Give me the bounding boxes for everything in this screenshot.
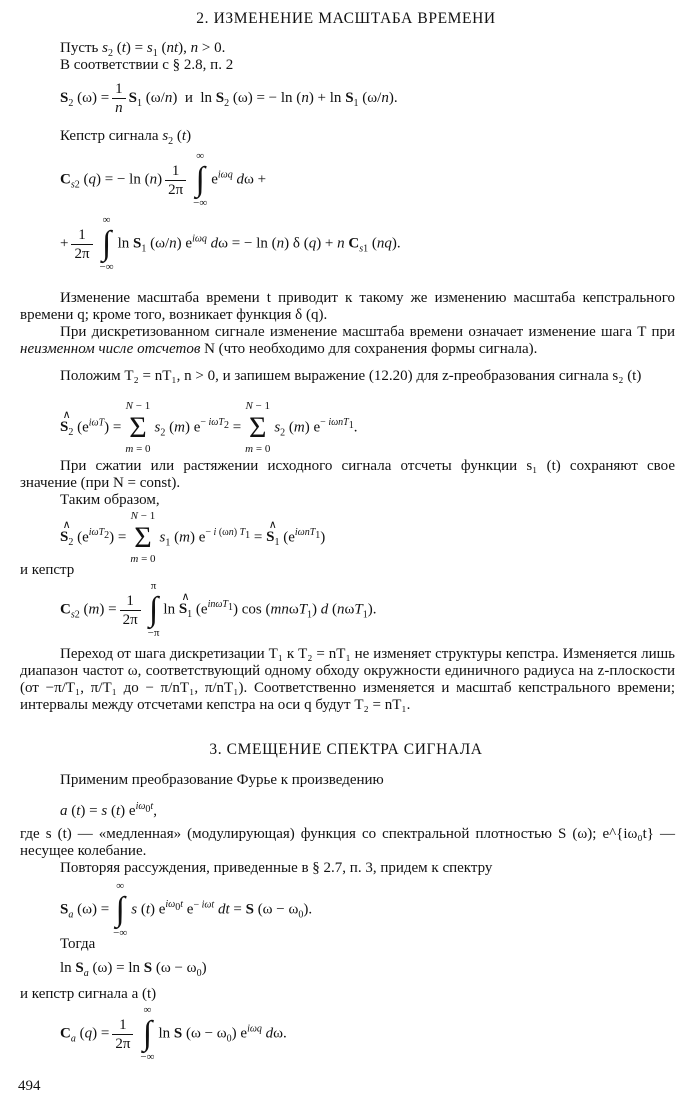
paragraph-where: где s (t) — «медленная» (модулирующая) функция со спектральной плотностью S (ω); e^{iω₀t} — несущее колебание. <box>20 826 675 859</box>
paragraph-compression: При сжатии или растяжении исходного сигнала отсчеты функции s₁ (t) сохраняют свое значение (при N = const). <box>20 458 675 491</box>
paragraph-accordance: В соответствии с § 2.8, п. 2 <box>60 57 234 73</box>
paragraph-sampling-step: Переход от шага дискретизации T₁ к T₂ = nT₁ не изменяет структуры кепстра. Изменяется лишь диапазон частот ω, соответствующий одному обходу окружности единичного радиуса на z-плоскости (от −π/T₁, π/T₁ до − π/nT₁, π/nT₁). Соответственно изменяется и масштаб кепстрального времени; интервалы между отсчетами кепстра на оси q будут T₂ = nT₁. <box>20 646 675 713</box>
equation-shifted-spectrum: $S_a$ (ω) = ∞ ∫ −∞ s (t) $e^{i\omega_0t}$ $e^{- i\omega t}$ dt = S $(\omega - \omega_0)$. <box>60 880 313 939</box>
paragraph-discretized: При дискретизованном сигнале изменение масштаба времени означает изменение шага T при неизменном числе отсчетов N (что необходимо для сохранения формы сигнала). <box>20 324 675 357</box>
paragraph-let-t2: Положим T₂ = nT₁, n > 0, и запишем выражение (12.20) для z-преобразования сигнала s₂ (t) <box>60 368 642 384</box>
paragraph-then: Тогда <box>60 936 96 952</box>
paragraph-cepstrum-of: Кепстр сигнала $s_2$ (t) <box>60 128 192 147</box>
section-title-spectrum-shift: 3. СМЕЩЕНИЕ СПЕКТРА СИГНАЛА <box>209 741 483 758</box>
equation-product: a (t) = s (t) $e^{i\omega_0t}$, <box>60 801 157 819</box>
section-title-time-scaling: 2. ИЗМЕНЕНИЕ МАСШТАБА ВРЕМЕНИ <box>196 10 496 27</box>
page-number: 494 <box>18 1078 41 1094</box>
equation-cepstrum-1: $C_{s2}$ (q) = − ln (n) $\frac{1}{2\pi}$ ∞ ∫ −∞ $e^{i\omega q}$ dω + <box>60 150 267 209</box>
paragraph-cepstrum-a: и кепстр сигнала a (t) <box>20 986 157 1002</box>
paragraph-let: Пусть $s_2$ $(t) = s_1$ (nt), n > 0. <box>60 40 226 59</box>
paragraph-and-cepstrum: и кепстр <box>20 562 75 578</box>
equation-z-transform-2: ∧ $S_2$ $(e^{i\omega T_2})$ = N − 1 Σ m = 0 $s_1$ (m) $e^{- i (\omega n) T_1}$ = ∧ $S_1$ $(e^{i\omega nT_1})$ <box>60 510 325 566</box>
equation-z-transform: ∧ $S_2$ $(e^{i\omega T})$ = N − 1 Σ m = 0 $s_2$ (m) $e^{- i\omega T_2}$ = N − 1 Σ m = 0 $s_2$ (m) $e^{- i\omega nT_1}$. <box>60 400 357 456</box>
equation-log-spectrum: $\ln S_a$ (ω) = ln S $(\omega - \omega_0)$ <box>60 960 207 979</box>
equation-cepstrum-2: + $\frac{1}{2\pi}$ ∞ ∫ −∞ $\ln S_1$ (ω/n) $e^{i\omega q}$ dω = − ln (n) δ (q) + n $C_{s1}$ (nq). <box>60 214 401 273</box>
equation-cepstrum-a: $C_a$ (q) = $\frac{1}{2\pi}$ ∞ ∫ −∞ ln S $(\omega - \omega_0)$ $e^{i\omega q}$ dω. <box>60 1004 287 1063</box>
equation-discrete-cepstrum: $C_{s2}$ (m) = $\frac{1}{2\pi}$ π ∫ −π ln ∧ $S_1$ $(e^{in\omega T_1})$ cos (mnωT$_1$) d (nωT$_1$). <box>60 580 377 640</box>
paragraph-thus: Таким образом, <box>60 492 160 508</box>
paragraph-repeating: Повторяя рассуждения, приведенные в § 2.7, п. 3, придем к спектру <box>60 860 493 876</box>
paragraph-time-scale-change: Изменение масштаба времени t приводит к такому же изменению масштаба кепстрального времени q; кроме того, возникает функция δ (q). <box>20 290 675 323</box>
paragraph-apply-fourier: Применим преобразование Фурье к произведению <box>60 772 384 788</box>
equation-spectrum-scaling: $S_2$ (ω) = $\frac{1}{n}$ $S_1$ (ω/n) и $\ln S_2$ (ω) = − $\ln (n) + \ln S_1$ (ω/n). <box>60 81 398 116</box>
